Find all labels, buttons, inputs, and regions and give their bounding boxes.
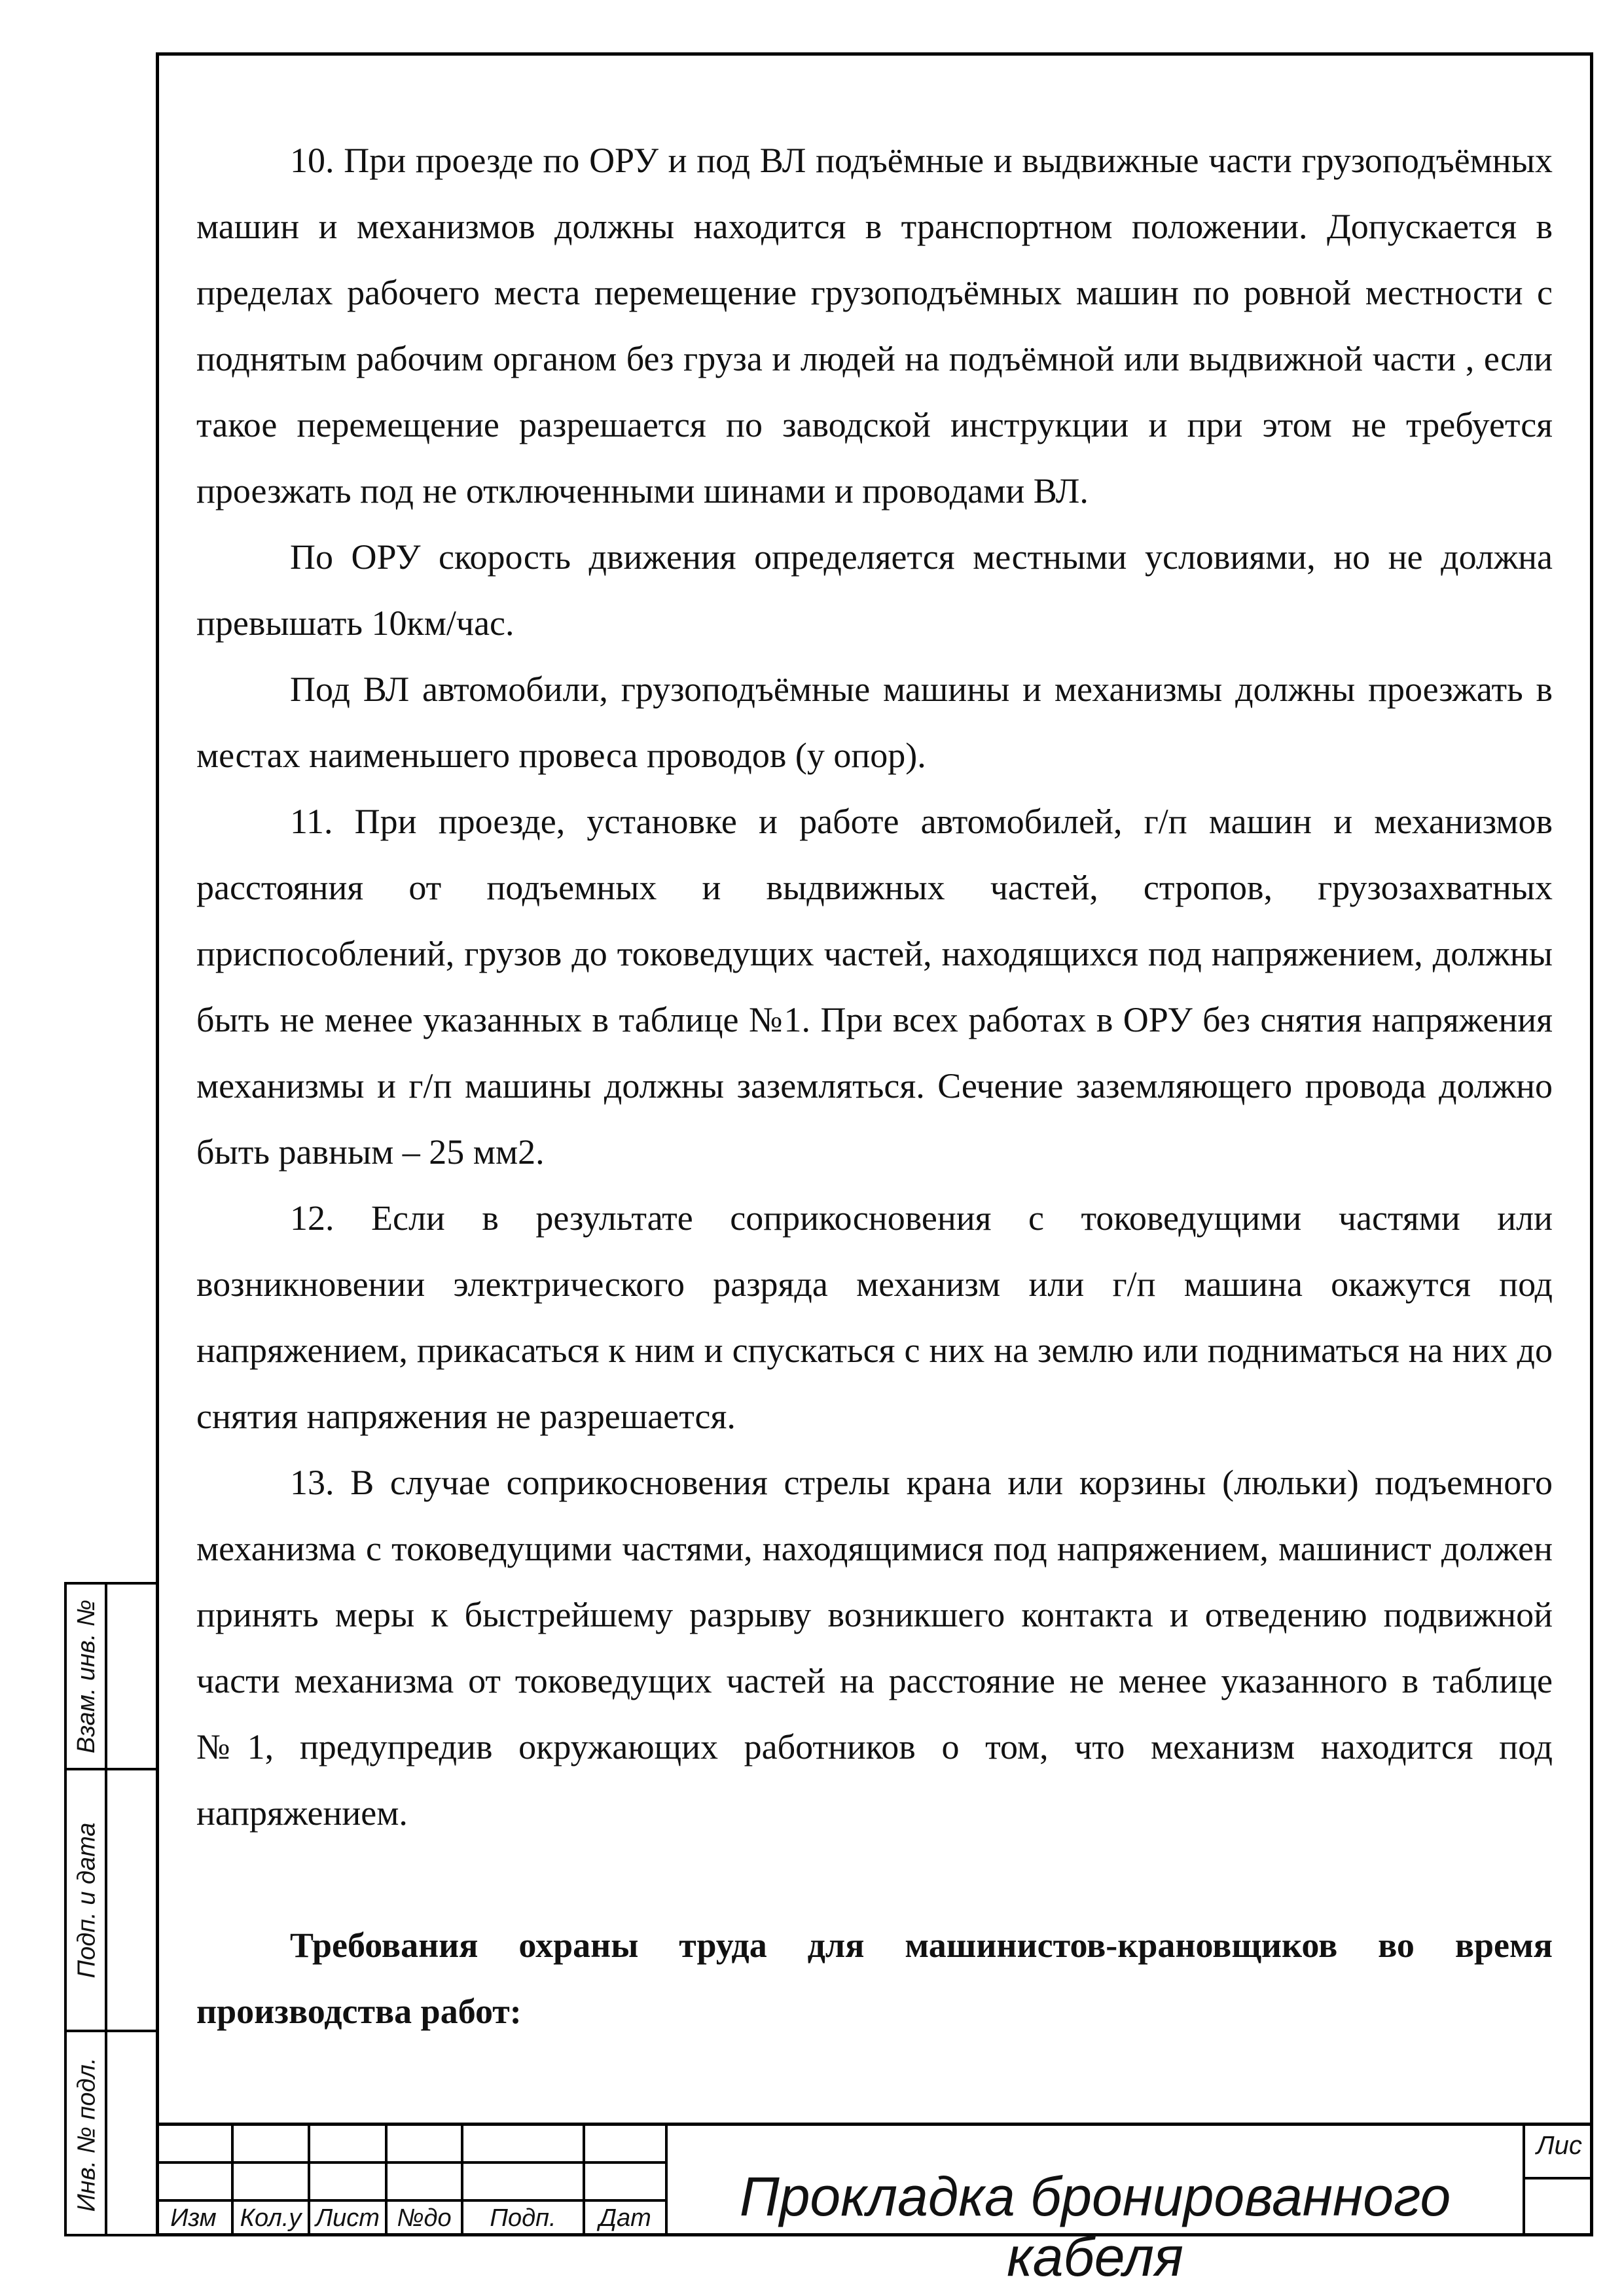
vzam-inv-label: Взам. инв. № <box>73 1599 101 1753</box>
col-list: Лист <box>316 2204 380 2232</box>
side-stamp <box>64 1582 156 2236</box>
revision-grid <box>156 2126 666 2236</box>
podp-data-label: Подп. и дата <box>73 1822 101 1978</box>
title-block <box>156 2123 1593 2287</box>
paragraph-11: 11. При проезде, установке и работе автомобилей, г/п машин и механизмов расстояния от подъемных и выдвижных частей, стропов, грузозахватных приспособлений, грузов до токоведущих частей, находящихся под напряжением, должны быть не менее указанных в таблице №1. При всех работах в ОРУ без снятия напряжения механизмы и г/п машины должны заземляться. Сечение заземляющего провода должно быть равным – 25 мм2. <box>196 802 1553 1172</box>
paragraph-10: 10. При проезде по ОРУ и под ВЛ подъёмные и выдвижные части грузоподъёмных машин и механизмов должны находится в транспортном положении. Допускается в пределах рабочего места перемещение грузоподъёмных машин по ровной местности с поднятым рабочим органом без груза и людей на подъёмной или выдвижной части , если такое перемещение разрешается по заводской инструкции и при этом не требуется проезжать под не отключенными шинами и проводами ВЛ. <box>196 141 1553 511</box>
side-row-podp <box>67 1768 156 2030</box>
document-title: Прокладка бронированного кабеля <box>739 2166 1451 2287</box>
paragraph-under-vl: Под ВЛ автомобили, грузоподъёмные машины и механизмы должны проезжать в местах наименьшего провеса проводов (у опор). <box>196 670 1553 775</box>
paragraph-speed: По ОРУ скорость движения определяется местными условиями, но не должна превышать 10км/час. <box>196 537 1553 643</box>
section-heading: Требования охраны труда для машинистов-крановщиков во время производства работ: <box>196 1926 1553 2031</box>
sheet-number-box <box>1523 2126 1593 2236</box>
side-row-inv <box>67 2030 156 2236</box>
col-podp: Подп. <box>490 2204 556 2232</box>
col-ndok: №до <box>397 2204 452 2232</box>
paragraph-12: 12. Если в результате соприкосновения с токоведущими частями или возникновении электрического разряда механизм или г/п машина окажутся под напряжением, прикасаться к ним и спускаться с них на землю или подниматься на них до снятия напряжения не разрешается. <box>196 1198 1553 1436</box>
document-body <box>196 128 1553 2045</box>
paragraph-13: 13. В случае соприкосновения стрелы крана или корзины (люльки) подъемного механизма с токоведущими частями, находящимися под напряжением, машинист должен принять меры к быстрейшему разрыву возникшего контакта и отведению подвижной части механизма от токоведущих частей на расстояние не менее указанного в таблице №1, предупредив окружающих работников о том, что механизм находится под напряжением. <box>196 1463 1553 1833</box>
inv-podl-label: Инв. № подл. <box>73 2057 101 2212</box>
side-row-vzam <box>67 1585 156 1768</box>
col-kol: Кол.у <box>240 2204 302 2232</box>
col-izm: Изм <box>170 2204 217 2232</box>
sheet-label: Лис <box>1536 2131 1582 2160</box>
col-data: Дат <box>599 2204 651 2232</box>
